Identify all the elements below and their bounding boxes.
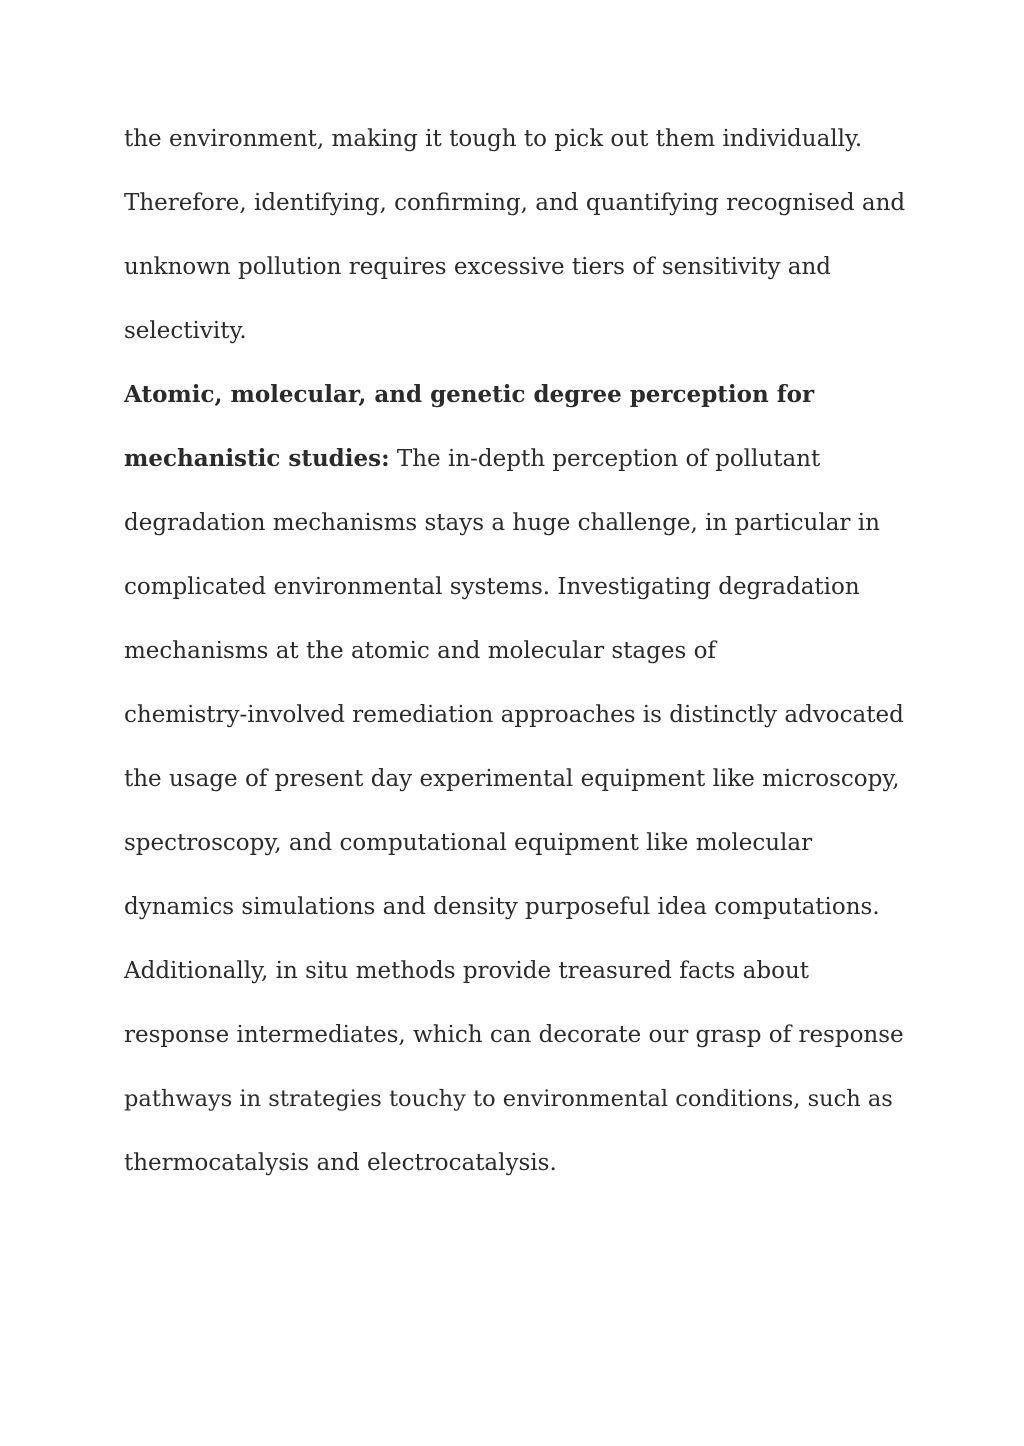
paragraph-2-line-4: mechanisms at the atomic and molecular stages of bbox=[124, 638, 716, 664]
paragraph-2-line-12: thermocatalysis and electrocatalysis. bbox=[124, 1150, 557, 1176]
paragraph-2-line-6: the usage of present day experimental equipment like microscopy, bbox=[124, 766, 900, 792]
paragraph-1-line-2: Therefore, identifying, confirming, and quantifying recognised and bbox=[124, 190, 906, 216]
paragraph-1-line-4: selectivity. bbox=[124, 318, 247, 344]
paragraph-2-line-8: dynamics simulations and density purposeful idea computations. bbox=[124, 894, 880, 920]
paragraph-2-line-5: chemistry-involved remediation approaches is distinctly advocated bbox=[124, 702, 904, 728]
paragraph-1-line-3: unknown pollution requires excessive tiers of sensitivity and bbox=[124, 254, 831, 280]
paragraph-2-line-1-text: The in-depth perception of pollutant bbox=[389, 446, 821, 472]
paragraph-2-line-3: complicated environmental systems. Investigating degradation bbox=[124, 574, 860, 600]
paragraph-2-line-2: degradation mechanisms stays a huge challenge, in particular in bbox=[124, 510, 880, 536]
section-heading-line-2: mechanistic studies: bbox=[124, 445, 390, 472]
paragraph-2-line-10: response intermediates, which can decorate our grasp of response bbox=[124, 1022, 904, 1048]
paragraph-2-line-7: spectroscopy, and computational equipment like molecular bbox=[124, 830, 813, 856]
paragraph-1-line-1: the environment, making it tough to pick out them individually. bbox=[124, 126, 863, 152]
paragraph-2-line-1 bbox=[124, 444, 820, 474]
paragraph-2-line-11: pathways in strategies touchy to environmental conditions, such as bbox=[124, 1086, 893, 1112]
section-heading-line-1: Atomic, molecular, and genetic degree perception for bbox=[124, 381, 815, 408]
paragraph-2-line-9: Additionally, in situ methods provide treasured facts about bbox=[124, 958, 810, 984]
